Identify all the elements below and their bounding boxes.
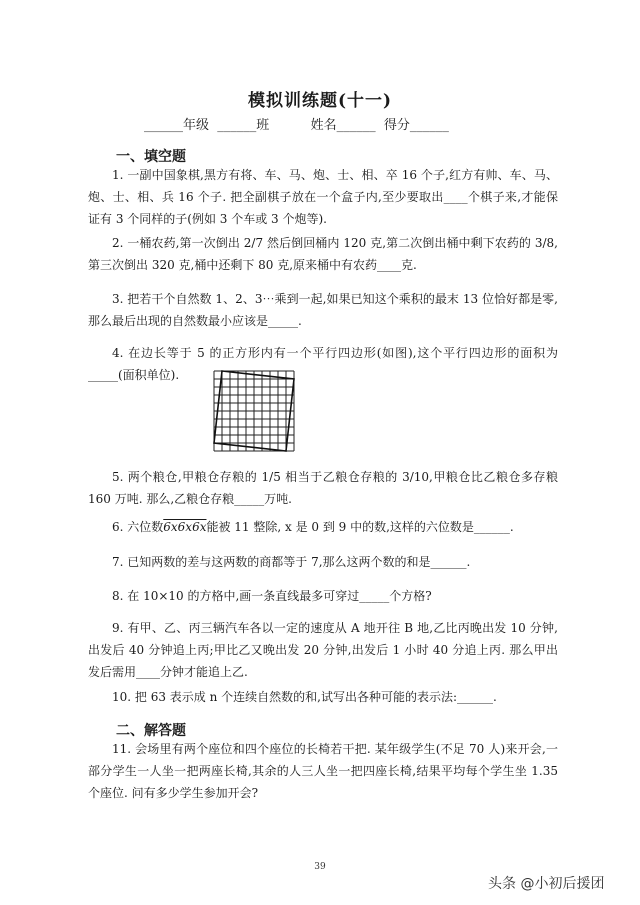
question-6 [88, 516, 558, 538]
watermark [488, 873, 604, 893]
page-title: 模拟训练题(十一) [247, 91, 393, 111]
question-7 [88, 551, 558, 573]
question-5-text: 5. 两个粮仓,甲粮仓存粮的 1/5 相当于乙粮仓存粮的 3/10,甲粮仓比乙粮仓多存粮 160 万吨. 那么,乙粮仓存粮_____万吨. [88, 470, 558, 506]
question-7-text: 7. 已知两数的差与这两数的商都等于 7,那么这两个数的和是______. [112, 555, 471, 569]
question-4 [88, 342, 558, 386]
page-number: 39 [314, 862, 326, 872]
question-6-text-pre: 6. 六位数 [112, 520, 164, 534]
question-2 [88, 232, 558, 276]
question-6-number: 6x6x6x [163, 520, 207, 534]
question-8-text: 8. 在 10×10 的方格中,画一条直线最多可穿过_____个方格? [112, 589, 432, 603]
question-3-text: 3. 把若干个自然数 1、2、3⋯乘到一起,如果已知这个乘积的最末 13 位恰好都是零,那么最后出现的自然数最小应该是_____. [88, 292, 558, 328]
figure-grid [214, 371, 294, 451]
student-info-line: ______年级 ______班 姓名______ 得分______ [144, 118, 449, 133]
question-9-text: 9. 有甲、乙、丙三辆汽车各以一定的速度从 A 地开往 B 地,乙比丙晚出发 10 分钟,出发后 40 分钟追上丙;甲比乙又晚出发 20 分钟,出发后 1 小时 40 分追上丙. 那么甲出发后需用____分钟才能追上乙. [88, 621, 558, 679]
parallelogram-grid-figure [213, 370, 295, 452]
question-1 [88, 164, 558, 230]
question-4-text: 4. 在边长等于 5 的正方形内有一个平行四边形(如图),这个平行四边形的面积为_____(面积单位). [88, 346, 558, 382]
question-5 [88, 466, 558, 510]
question-10 [88, 686, 558, 708]
question-9 [88, 617, 558, 683]
question-11-text: 11. 会场里有两个座位和四个座位的长椅若干把. 某年级学生(不足 70 人)来开会,一部分学生一人坐一把两座长椅,其余的人三人坐一把四座长椅,结果平均每个学生坐 1.35 个座位. 问有多少学生参加开会? [88, 742, 558, 800]
section-fill-in-heading: 一、填空题 [116, 149, 186, 165]
question-1-text: 1. 一副中国象棋,黑方有将、车、马、炮、士、相、卒 16 个子,红方有帅、车、马、炮、士、相、兵 16 个子. 把全副棋子放在一个盒子内,至少要取出____个棋子来,才能保证有 3 个同样的子(例如 3 个车或 3 个炮等). [88, 168, 558, 226]
question-11 [88, 738, 558, 804]
question-3 [88, 288, 558, 332]
section-answer-heading: 二、解答题 [116, 723, 186, 739]
watermark-text: 头条 @小初后援团 [488, 876, 605, 892]
question-6-text-post: 能被 11 整除, x 是 0 到 9 中的数,这样的六位数是______. [206, 520, 514, 534]
question-2-text: 2. 一桶农药,第一次倒出 2/7 然后倒回桶内 120 克,第二次倒出桶中剩下农药的 3/8,第三次倒出 320 克,桶中还剩下 80 克,原来桶中有农药____克. [88, 236, 558, 272]
question-10-text: 10. 把 63 表示成 n 个连续自然数的和,试写出各种可能的表示法:______. [112, 690, 497, 704]
question-8 [88, 585, 558, 607]
